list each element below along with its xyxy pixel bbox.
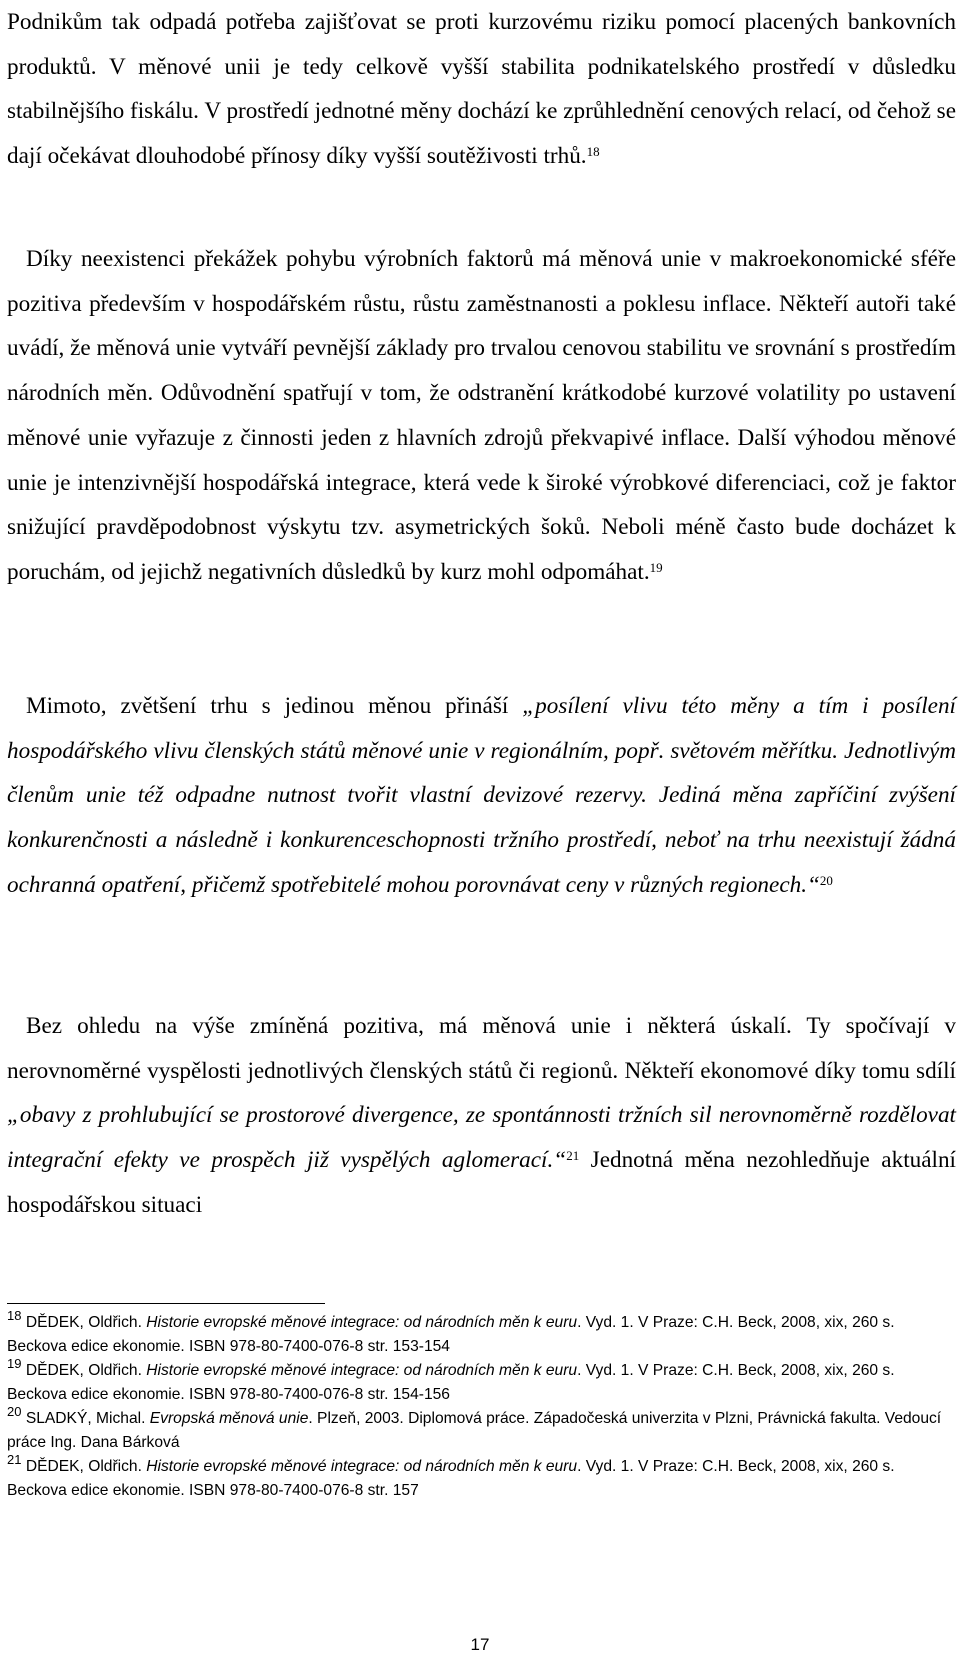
page-number: 17 xyxy=(470,1635,490,1654)
paragraph-2-text: Díky neexistenci překážek pohybu výrobních faktorů má měnová unie v makroekonomické sféře pozitiva především v hospodářském růstu, růstu zaměstnanosti a poklesu inflace. Někteří autoři také uvádí, že měnová unie vytváří pevnější základy pro trvalou cenovou stabilitu ve srovnání s prostředím národních měn. Odůvodnění spatřují v tom, že odstranění krátkodobé kurzové volatility po ustavení měnové unie vyřazuje z činnosti jeden z hlavních zdrojů překvapivé inflace. Další výhodou měnové unie je intenzivnější hospodářská integrace, která vede k široké výrobkové diferenciaci, což je faktor snižující pravděpodobnost výskytu tzv. asymetrických šoků. Neboli méně často bude docházet k poruchám, od jejichž negativních důsledků by kurz mohl odpomáhat. xyxy=(7,246,956,585)
paragraph-3 xyxy=(7,684,956,908)
paragraph-4-quote: „obavy z prohlubující se prostorové divergence, ze spontánnosti tržních sil nerovnoměrně rozdělovat integrační efekty ve prospěch již vyspělých aglomerací.“ xyxy=(7,1102,956,1174)
footnote-ref-19[interactable]: 19 xyxy=(649,559,663,575)
footnote-details: . Vyd. 1. V Praze: C.H. Beck, 2008, xix, 260 s. Beckova edice ekonomie. ISBN 978-80-7400-076-8 str. 153-154 xyxy=(7,1314,895,1355)
paragraph-4 xyxy=(7,1004,956,1228)
footnote-title: Historie evropské měnové integrace: od národních měn k euru xyxy=(146,1314,578,1331)
footnote-ref-20[interactable]: 20 xyxy=(819,872,833,888)
footnote-details: . Vyd. 1. V Praze: C.H. Beck, 2008, xix, 260 s. Beckova edice ekonomie. ISBN 978-80-7400-076-8 str. 154-156 xyxy=(7,1362,895,1403)
footnote-title: Historie evropské měnové integrace: od národních měn k euru xyxy=(146,1362,578,1379)
footnote-separator xyxy=(7,1303,325,1304)
footnote-18 xyxy=(7,1307,956,1358)
paragraph-4-lead: Bez ohledu na výše zmíněná pozitiva, má měnová unie i některá úskalí. Ty spočívají v nerovnoměrné vyspělosti jednotlivých členských států či regionů. Někteří ekonomové díky tomu sdílí xyxy=(7,1013,956,1084)
paragraph-1 xyxy=(7,0,956,179)
paragraph-4-tail: Jednotná měna nezohledňuje aktuální hospodářskou situaci xyxy=(7,1147,956,1218)
footnote-title: Historie evropské měnové integrace: od národních měn k euru xyxy=(146,1458,578,1475)
footnote-author: DĚDEK, Oldřich. xyxy=(25,1314,147,1331)
footnote-ref-18[interactable]: 18 xyxy=(586,143,600,159)
footnote-author: DĚDEK, Oldřich. xyxy=(25,1458,147,1475)
footnote-details: . Vyd. 1. V Praze: C.H. Beck, 2008, xix, 260 s. Beckova edice ekonomie. ISBN 978-80-7400-076-8 str. 157 xyxy=(7,1458,895,1499)
paragraph-2 xyxy=(7,237,956,595)
footnote-number: 20 xyxy=(7,1403,22,1419)
footnote-author: SLADKÝ, Michal. xyxy=(25,1410,150,1427)
footnote-20 xyxy=(7,1403,956,1454)
footnote-21 xyxy=(7,1451,956,1502)
footnote-author: DĚDEK, Oldřich. xyxy=(25,1362,147,1379)
paragraph-3-lead: Mimoto, zvětšení trhu s jedinou měnou přináší xyxy=(26,693,523,719)
footnote-number: 21 xyxy=(7,1451,22,1467)
paragraph-3-quote: „posílení vlivu této měny a tím i posílení hospodářského vlivu členských států měnové unie v regionálním, popř. světovém měřítku. Jednotlivým členům unie též odpadne nutnost tvořit vlastní devizové rezervy. Jediná měna zapříčiní zvýšení konkurenčnosti a následně i konkurenceschopnosti tržního prostředí, neboť na trhu neexistují žádná ochranná opatření, přičemž spotřebitelé mohou porovnávat ceny v různých regionech.“ xyxy=(7,693,956,898)
paragraph-1-text: Podnikům tak odpadá potřeba zajišťovat se proti kurzovému riziku pomocí placených bankovních produktů. V měnové unii je tedy celkově vyšší stabilita podnikatelského prostředí v důsledku stabilnějšího fiskálu. V prostředí jednotné měny dochází ke zprůhlednění cenových relací, od čehož se dají očekávat dlouhodobé přínosy díky vyšší soutěživosti trhů. xyxy=(7,9,956,170)
footnote-number: 19 xyxy=(7,1355,22,1371)
footnote-number: 18 xyxy=(7,1307,22,1323)
footnote-title: Evropská měnová unie xyxy=(149,1410,309,1427)
footnote-ref-21[interactable]: 21 xyxy=(566,1147,580,1163)
footnote-details: . Plzeň, 2003. Diplomová práce. Západočeská univerzita v Plzni, Právnická fakulta. Vedoucí práce Ing. Dana Bárková xyxy=(7,1410,942,1451)
footnote-19 xyxy=(7,1355,956,1406)
